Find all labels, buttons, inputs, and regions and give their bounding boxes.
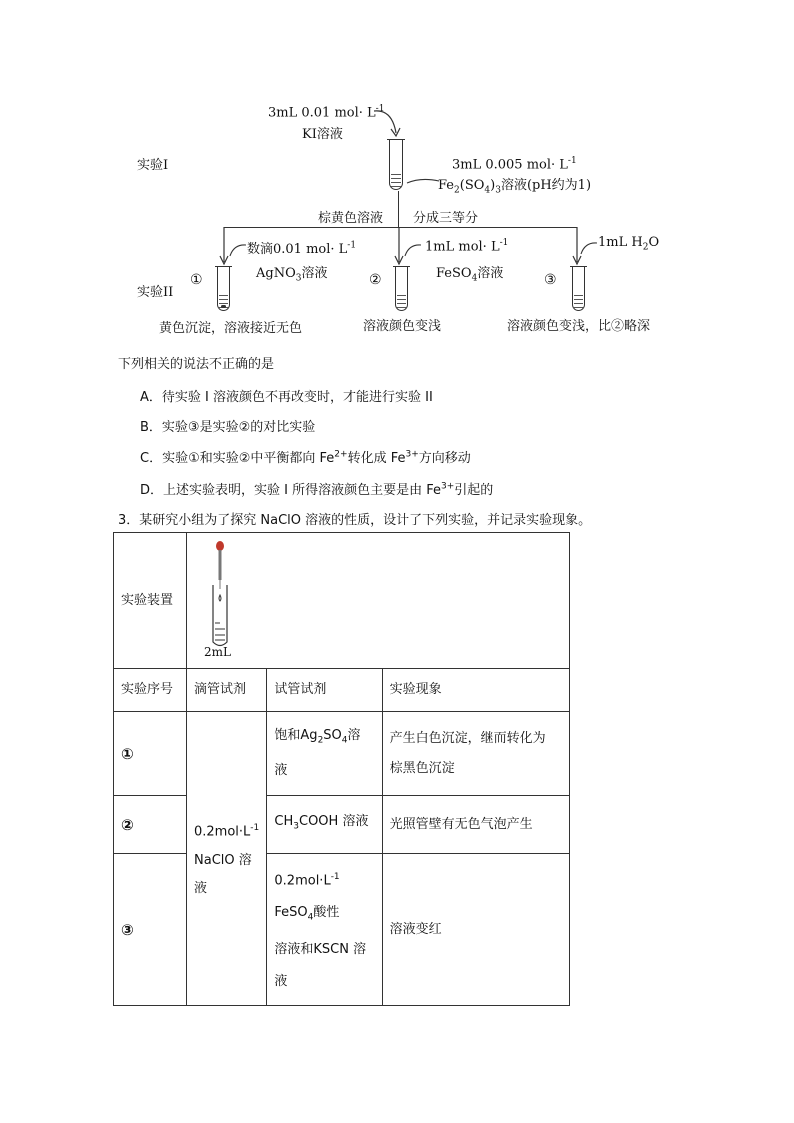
row-2-num: ②	[114, 796, 187, 854]
table-row	[114, 533, 570, 669]
ki-reagent-conc: 3mL 0.01 $mol\cdot L^{-1}$	[268, 104, 385, 121]
test-tube-1	[389, 139, 403, 190]
dropper-reagent: $0.2mol\cdot L^{-1}$ NaClO 溶 液	[187, 712, 267, 1006]
pointer-line	[405, 175, 441, 187]
split-three: 分成三等分	[413, 211, 479, 226]
fe2so43-reagent-name: $Fe_2(SO_4)_3$溶液(pH约为1)	[438, 178, 592, 196]
option-d: D．上述实验表明，实验 I 所得溶液颜色主要是由 $Fe^{3+}$引起的	[140, 481, 494, 498]
table-row	[114, 712, 570, 796]
question-stem: 下列相关的说法不正确的是	[118, 357, 275, 372]
observation-1: 黄色沉淀，溶液接近无色	[159, 321, 303, 336]
water-reagent: 1mL $H_2O$	[598, 235, 660, 253]
header-dropper: 滴管试剂	[187, 669, 267, 712]
agno3-name: AgNO$_3$溶液	[256, 266, 328, 284]
feso4-name: FeSO$_4$溶液	[436, 266, 504, 284]
table-header-row	[114, 669, 570, 712]
brown-yellow-solution: 棕黄色溶液	[318, 211, 384, 226]
observation-2: 溶液颜色变浅	[363, 319, 442, 334]
num-1: ①	[190, 272, 203, 288]
header-tube: 试管试剂	[267, 669, 382, 712]
row-2-phenomenon: 光照管壁有无色气泡产生	[382, 796, 569, 854]
curved-arrow-icon	[370, 105, 410, 140]
observation-3: 溶液颜色变浅，比②略深	[507, 319, 651, 334]
row-3-tube: $0.2mol\cdot L^{-1}$ FeSO$_4$酸性 溶液和KSCN 溶 液	[267, 854, 382, 1006]
test-tube-2	[217, 266, 230, 311]
volume-label: 2mL	[204, 645, 231, 659]
experiment-table	[113, 532, 570, 1006]
feso4-conc: 1mL $mol\cdot L^{-1}$	[425, 238, 509, 255]
option-c: C．实验①和实验②中平衡都向 $Fe^{2+}$转化成 $Fe^{3+}$方向移动	[140, 449, 471, 466]
row-1-tube: 饱和$Ag_2SO_4$溶 液	[267, 712, 382, 796]
test-tube-4	[572, 266, 585, 311]
header-seq: 实验序号	[114, 669, 187, 712]
table-row	[114, 796, 570, 854]
row-1-num: ①	[114, 712, 187, 796]
label-experiment-1: 实验I	[137, 158, 169, 173]
row-1-phenomenon: 产生白色沉淀，继而转化为 棕黑色沉淀	[382, 712, 569, 796]
device-label: 实验装置	[114, 533, 187, 669]
question-3-stem: 3．某研究小组为了探究 NaClO 溶液的性质，设计了下列实验，并记录实验现象。	[118, 513, 592, 528]
test-tube-3	[395, 266, 408, 311]
option-a: A．待实验 I 溶液颜色不再改变时，才能进行实验 II	[140, 390, 433, 405]
fe2so43-reagent-conc: 3mL 0.005 $mol\cdot L^{-1}$	[452, 156, 577, 173]
num-2: ②	[369, 272, 382, 288]
num-3: ③	[544, 272, 557, 288]
option-b: B．实验③是实验②的对比实验	[140, 420, 316, 435]
row-2-tube: $CH_3COOH$ 溶液	[267, 796, 382, 854]
agno3-conc: 数滴0.01 $mol\cdot L^{-1}$	[247, 240, 357, 257]
label-experiment-2: 实验II	[137, 285, 174, 300]
ki-reagent-name: KI溶液	[302, 127, 343, 142]
apparatus-cell	[187, 533, 570, 669]
header-phenomenon: 实验现象	[382, 669, 569, 712]
row-3-num: ③	[114, 854, 187, 1006]
table-row	[114, 854, 570, 1006]
row-3-phenomenon: 溶液变红	[382, 854, 569, 1006]
